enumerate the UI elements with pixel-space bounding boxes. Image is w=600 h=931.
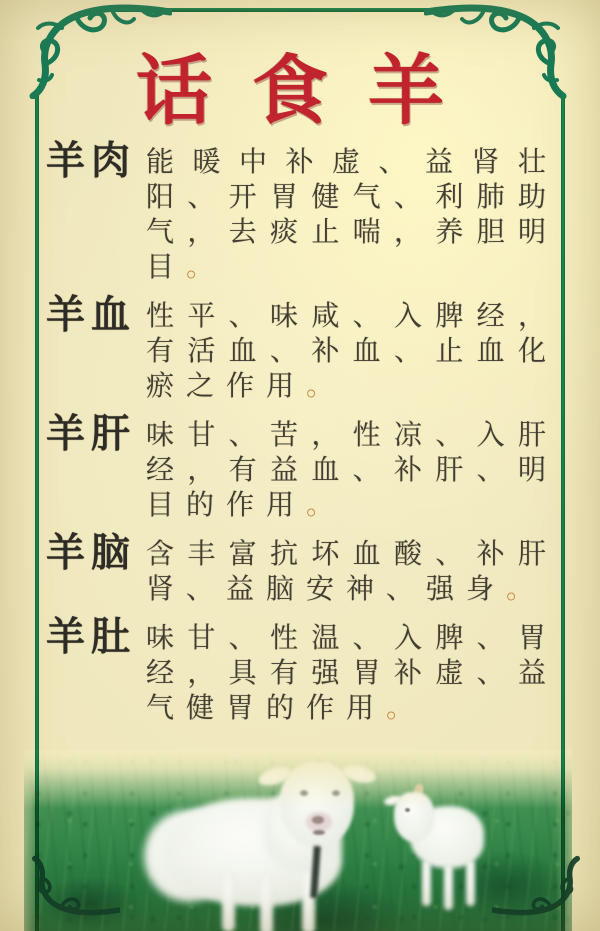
period-mark: 。 bbox=[306, 370, 347, 401]
period-mark: 。 bbox=[186, 251, 227, 282]
period-mark: 。 bbox=[506, 573, 547, 604]
title-char: 羊 bbox=[368, 49, 444, 134]
period-mark: 。 bbox=[386, 692, 427, 723]
goat-head bbox=[394, 792, 434, 842]
goat-nose bbox=[312, 816, 324, 824]
period-mark: 。 bbox=[306, 489, 347, 520]
title-char: 食 bbox=[252, 49, 328, 134]
goat-eye bbox=[300, 790, 308, 796]
section-text: 味甘、苦，性凉、入肝经，有益血、补肝、明目的作用。 bbox=[146, 419, 558, 520]
corner-flourish-icon bbox=[28, 842, 120, 931]
goat-leg bbox=[466, 860, 475, 906]
frame-right-line bbox=[561, 94, 565, 931]
goat-eye bbox=[332, 790, 340, 796]
section-row bbox=[46, 532, 558, 606]
goat-mouth bbox=[313, 830, 325, 835]
frame-left-line bbox=[35, 90, 39, 931]
goat-leg bbox=[222, 870, 235, 931]
sections-list bbox=[46, 140, 558, 739]
section-text: 能暖中补虚、益肾壮阳、开胃健气、利肺助气，去痰止喘，养胆明目。 bbox=[146, 146, 558, 282]
goat-head bbox=[280, 762, 354, 848]
goat-eye bbox=[405, 808, 410, 812]
section-label: 羊肚 bbox=[46, 616, 137, 659]
corner-flourish-icon bbox=[22, 2, 172, 99]
section-row bbox=[46, 616, 558, 725]
section-label: 羊肉 bbox=[46, 140, 137, 183]
corner-flourish-icon bbox=[424, 2, 574, 99]
section-text: 味甘、性温、入脾、胃经，具有强胃补虚、益气健胃的作用。 bbox=[146, 622, 558, 723]
goat-leg bbox=[422, 860, 431, 906]
goat-leg bbox=[444, 864, 453, 910]
section-row bbox=[46, 140, 558, 284]
section-text: 性平、味咸、入脾经，有活血、补血、止血化瘀之作用。 bbox=[146, 300, 558, 401]
section-text: 含丰富抗坏血酸、补肝肾、益脑安神、强身。 bbox=[146, 538, 558, 604]
section-row bbox=[46, 413, 558, 522]
section-label: 羊脑 bbox=[46, 532, 137, 575]
corner-flourish-icon bbox=[492, 842, 584, 931]
section-label: 羊血 bbox=[46, 294, 137, 337]
section-row bbox=[46, 294, 558, 403]
title-char: 话 bbox=[136, 49, 212, 134]
goat-leg bbox=[260, 874, 273, 931]
section-label: 羊肝 bbox=[46, 413, 137, 456]
